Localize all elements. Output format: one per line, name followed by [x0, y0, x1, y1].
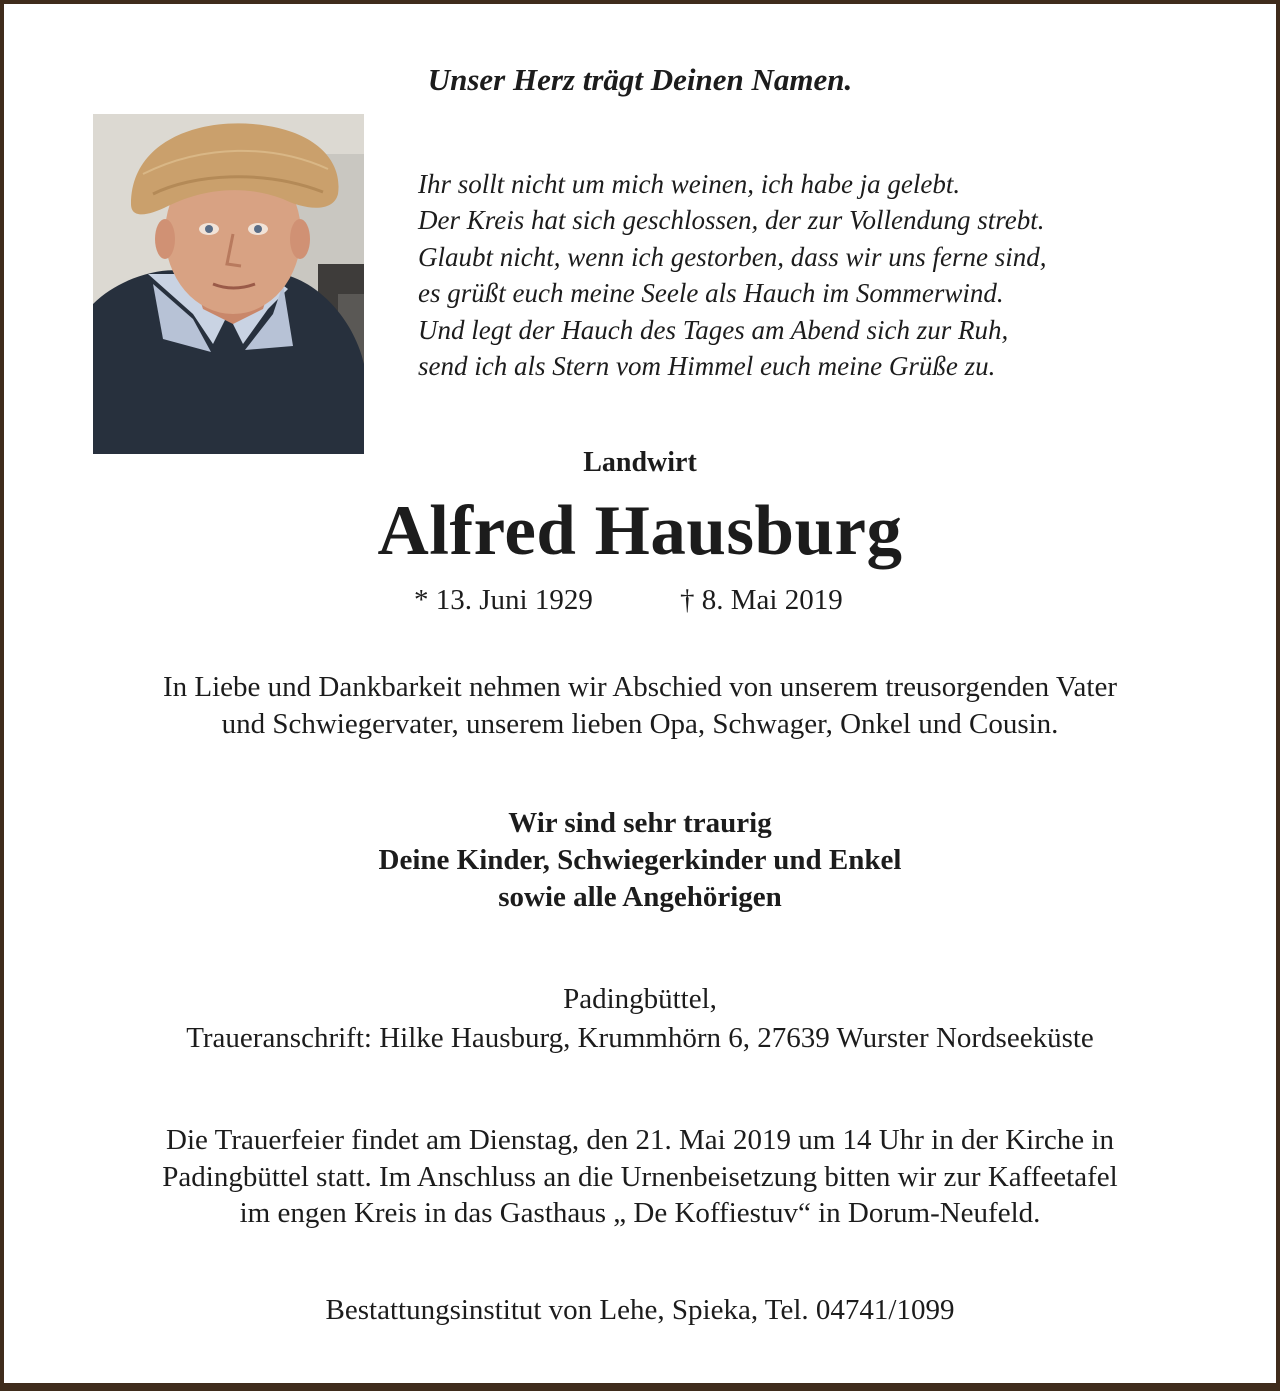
poem-line: Der Kreis hat sich geschlossen, der zur Vollendung strebt.: [418, 205, 1045, 236]
poem-line: send ich als Stern vom Himmel euch meine Grüße zu.: [418, 351, 996, 382]
portrait-photo-icon: [93, 114, 364, 454]
ceremony-line: im engen Kreis in das Gasthaus „ De Koffiestuv“ in Dorum-Neufeld.: [239, 1197, 1041, 1229]
signature-line: Deine Kinder, Schwiegerkinder und Enkel: [378, 844, 902, 876]
ceremony-line: Die Trauerfeier findet am Dienstag, den 21. Mai 2019 um 14 Uhr in der Kirche in: [166, 1124, 1114, 1156]
poem-line: Ihr sollt nicht um mich weinen, ich habe ja gelebt.: [418, 169, 961, 199]
mourners-signature: [0, 805, 1280, 916]
occupation: Landwirt: [583, 447, 697, 478]
farewell-text: [0, 669, 1280, 742]
undertaker-info: Bestattungsinstitut von Lehe, Spieka, Tel. 04741/1099: [325, 1294, 955, 1326]
signature-line: Wir sind sehr traurig: [508, 807, 772, 839]
poem-line: es grüßt euch meine Seele als Hauch im Sommerwind.: [418, 278, 1004, 309]
address-line: Padingbüttel,: [563, 983, 717, 1015]
death-date: † 8. Mai 2019: [680, 584, 843, 616]
signature-line: sowie alle Angehörigen: [498, 881, 782, 913]
motto-heading: Unser Herz trägt Deinen Namen.: [427, 62, 853, 97]
ceremony-line: Padingbüttel statt. Im Anschluss an die Urnenbeisetzung bitten wir zur Kaffeetafel: [162, 1160, 1118, 1193]
farewell-line: und Schwiegervater, unserem lieben Opa, Schwager, Onkel und Cousin.: [221, 707, 1059, 740]
address-line: Traueranschrift: Hilke Hausburg, Krummhörn 6, 27639 Wurster Nordseeküste: [186, 1022, 1094, 1054]
deceased-name: Alfred Hausburg: [377, 492, 903, 570]
farewell-line: In Liebe und Dankbarkeit nehmen wir Abschied von unserem treusorgenden Vater: [162, 671, 1118, 703]
ceremony-info: [0, 1122, 1280, 1232]
birth-date: * 13. Juni 1929: [414, 584, 593, 616]
portrait-photo: [93, 114, 364, 454]
poem-line: Und legt der Hauch des Tages am Abend sich zur Ruh,: [418, 314, 1009, 345]
poem-line: Glaubt nicht, wenn ich gestorben, dass wir uns ferne sind,: [418, 241, 1047, 272]
mourning-address: [0, 980, 1280, 1058]
poem: [418, 166, 1046, 384]
